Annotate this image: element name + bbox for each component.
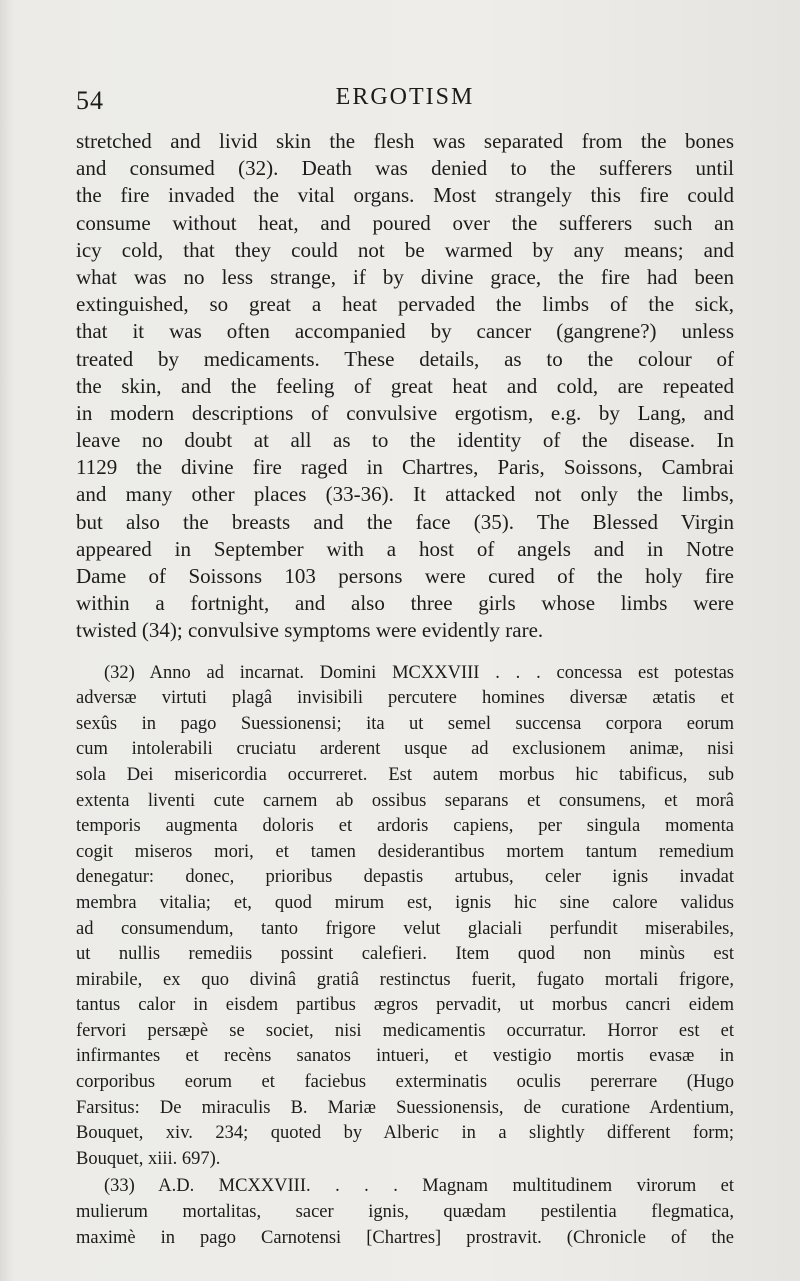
footnote-line: membra vitalia; et, quod mirum est, ignis hic sine calore validus xyxy=(76,892,734,913)
footnote-line: cogit miseros mori, et tamen desiderantibus mortem tantum remedium xyxy=(76,841,734,862)
footnote-line: denegatur: donec, prioribus depastis artubus, celer ignis invadat xyxy=(76,867,734,888)
page-number: 54 xyxy=(76,86,104,115)
text-line: but also the breasts and the face (35). The Blessed Virgin xyxy=(76,509,734,534)
footnote-line: tantus calor in eisdem partibus ægros pervadit, ut morbus cancri eidem xyxy=(76,995,734,1016)
footnote-line: Farsitus: De miraculis B. Mariæ Suessionensis, de curatione Ardentium, xyxy=(76,1097,734,1118)
footnote-line: sexûs in pago Suessionensi; ita ut semel succensa corpora eorum xyxy=(76,713,734,734)
footnote-line: ad consumendum, tanto frigore velut glaciali perfundit miserabiles, xyxy=(76,918,734,939)
footnote-line: (33) A.D. MCXXVIII. . . . Magnam multitudinem virorum et xyxy=(104,1176,734,1197)
footnote-line: maximè in pago Carnotensi [Chartres] prostravit. (Chronicle of the xyxy=(76,1227,734,1248)
footnote-line: extenta liventi cute carnem ab ossibus separans et consumens, et morâ xyxy=(76,790,734,811)
text-line: that it was often accompanied by cancer (gangrene?) unless xyxy=(76,319,734,344)
footnote-line: sola Dei misericordia occurreret. Est autem morbus hic tabificus, sub xyxy=(76,764,734,785)
page-header xyxy=(76,80,734,114)
text-line: in modern descriptions of convulsive ergotism, e.g. by Lang, and xyxy=(76,400,734,425)
footnote-line: ut nullis remediis possint calefieri. Item quod non minùs est xyxy=(76,944,734,965)
footnotes xyxy=(76,661,734,1252)
footnote-line: corporibus eorum et faciebus exterminatis oculis pererrare (Hugo xyxy=(76,1072,734,1093)
footnote-line: Bouquet, xiii. 697). xyxy=(76,1148,221,1169)
text-line: icy cold, that they could not be warmed by any means; and xyxy=(76,237,734,262)
running-title: ERGOTISM xyxy=(335,84,475,110)
footnote-line: temporis augmenta doloris et ardoris capiens, per singula momenta xyxy=(76,816,734,837)
footnote-line: Bouquet, xiv. 234; quoted by Alberic in a slightly different form; xyxy=(76,1123,734,1144)
footnote-line: fervori persæpè se societ, nisi medicamentis occurratur. Horror est et xyxy=(76,1020,734,1041)
text-line: the fire invaded the vital organs. Most strangely this fire could xyxy=(76,183,734,208)
footnote-line: (32) Anno ad incarnat. Domini MCXXVIII . . . concessa est potestas xyxy=(104,662,734,683)
text-line: stretched and livid skin the flesh was separated from the bones xyxy=(76,129,734,153)
text-line: the skin, and the feeling of great heat and cold, are repeated xyxy=(76,373,734,398)
footnote-line: mirabile, ex quo divinâ gratiâ restinctus fuerit, fugato mortali frigore, xyxy=(76,969,734,990)
text-line: within a fortnight, and also three girls whose limbs were xyxy=(76,591,734,616)
footnote-line: cum intolerabili cruciatu arderent usque ad exclusionem animæ, nisi xyxy=(76,739,734,760)
text-line: 1129 the divine fire raged in Chartres, Paris, Soissons, Cambrai xyxy=(76,455,734,480)
text-line: leave no doubt at all as to the identity of the disease. In xyxy=(76,428,734,453)
footnote-line: mulierum mortalitas, sacer ignis, quædam pestilentia flegmatica, xyxy=(76,1202,734,1223)
text-line: and consumed (32). Death was denied to the sufferers until xyxy=(76,156,734,181)
text-line: consume without heat, and poured over the sufferers such an xyxy=(76,210,734,235)
text-line: Dame of Soissons 103 persons were cured of the holy fire xyxy=(76,564,734,588)
footnote-32 xyxy=(76,661,734,1173)
footnote-line: infirmantes et recèns sanatos intueri, et vestigio mortis evasæ in xyxy=(76,1046,734,1067)
text-line: extinguished, so great a heat pervaded the limbs of the sick, xyxy=(76,292,734,317)
page-body xyxy=(76,128,734,1251)
footnote-33 xyxy=(76,1174,734,1251)
text-line: treated by medicaments. These details, as to the colour of xyxy=(76,346,734,371)
footnote-line: adversæ virtuti plagâ invisibili percutere homines diversæ ætatis et xyxy=(76,688,734,709)
text-line: twisted (34); convulsive symptoms were evidently rare. xyxy=(76,618,544,643)
text-line: what was no less strange, if by divine grace, the fire had been xyxy=(76,264,734,289)
text-line: and many other places (33-36). It attacked not only the limbs, xyxy=(76,482,734,507)
main-text xyxy=(76,128,734,645)
text-line: appeared in September with a host of angels and in Notre xyxy=(76,536,734,561)
